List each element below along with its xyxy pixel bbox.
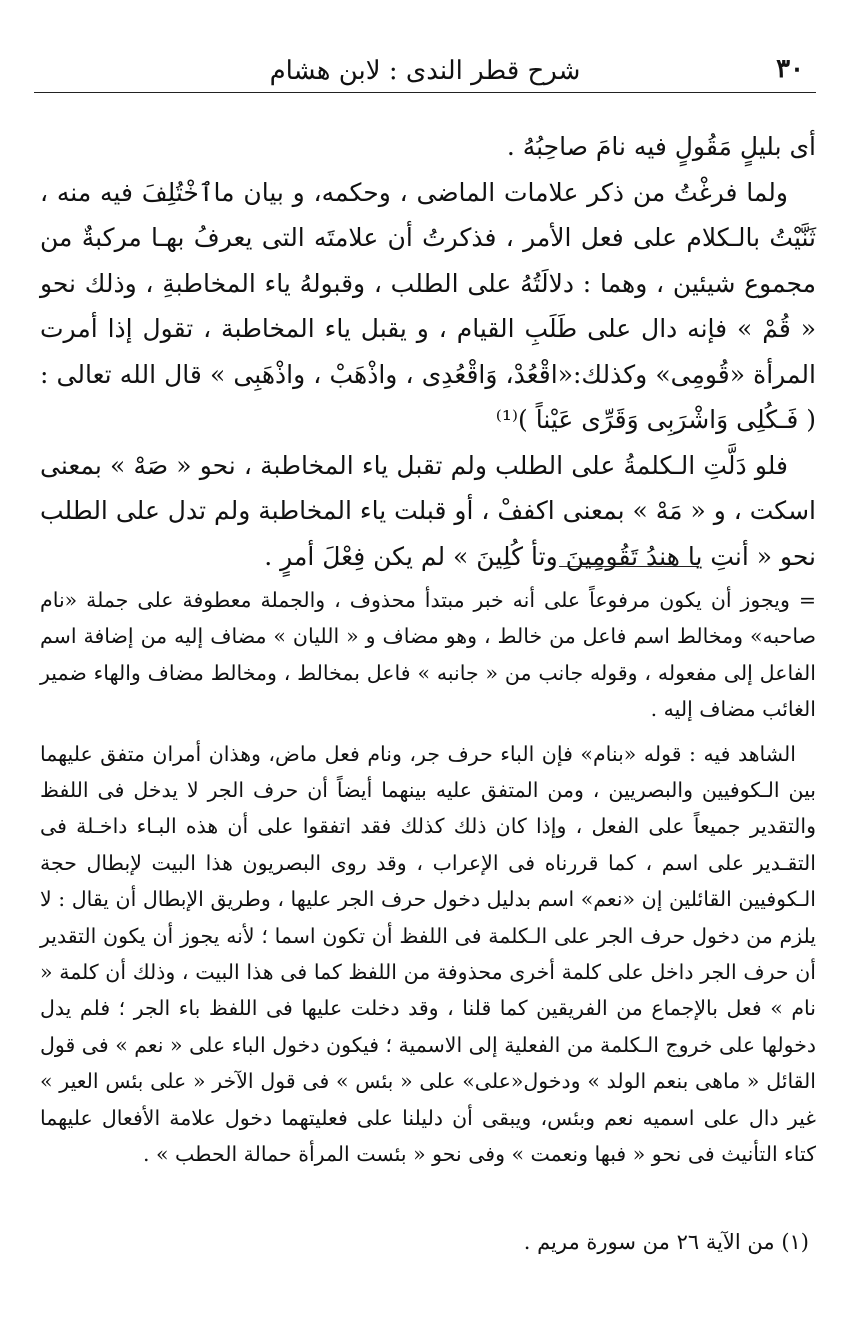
main-paragraph-3: فلو دَلَّتِ الـكلمةُ على الطلب ولم تقبل ياء المخاطبة ، نحو « صَهْ » بمعنى اسكت ، و « مَهْ » بمعنى اكففْ ، أو قبلت ياء المخاطبة ولم تدل على الطلب نحو « أنتِ يا هندُ تَقُومِينَ وتأ كُلِينَ » لم يكن فِعْلَ أمرٍ . — [39, 450, 816, 571]
running-head: شرح قطر الندى : لابن هشام — [269, 56, 581, 86]
page-header — [34, 52, 816, 93]
footnote-separator — [559, 566, 699, 567]
main-paragraph-2: ولما فرغْتُ من ذكر علامات الماضى ، وحكمه، و بيان ماٱخْتُلِفَ فيه منه ، ثَنَّيْتُ بالـكلام على فعل الأمر ، فذكرتُ أن علامتَه التى يعرفُ بهـا مركبةٌ من مجموع شيئين ، وهما : دلالَتُهُ على الطلب ، وقبولهُ ياء المخاطبةِ ، وذلك نحو « قُمْ » فإنه دال على طَلَبِ القيام ، و يقبل ياء المخاطبة ، تقول إذا أمرت المرأة «قُومِى» وكذلك:«اقْعُدْ، وَاقْعُدِى ، واذْهَبْ ، واذْهَبِى » قال الله تعالى : ( فَـكُلِى وَاشْرَبِى وَقَرِّى عَيْناً )⁽¹⁾ — [40, 177, 816, 434]
commentary-paragraph-1: = ويجوز أن يكون مرفوعاً على أنه خبر مبتدأ محذوف ، والجملة معطوفة على جملة «نام صاحبه» ومخالط اسم فاعل من خالط ، وهو مضاف و « الليان » مضاف إليه من إضافة اسم الفاعل إلى مفعوله ، وقوله جانب من « جانبه » فاعل بمخالط ، ومخالط مضاف والهاء ضمير الغائب مضاف إليه . — [40, 588, 816, 722]
commentary — [40, 582, 816, 1173]
main-text — [40, 124, 816, 579]
commentary-paragraph-2: الشاهد فيه : قوله «بنام» فإن الباء حرف جر، ونام فعل ماض، وهذان أمران متفق عليهما بين الـكوفيين والبصريين ، ومن المتفق عليه بينهما أيضاً أن حرف الجر لا يدخل فى اللفظ والتقدير جميعاً على الفعل ، وإذا كان ذلك كذلك فقد اتفقوا على أن هذه البـاء داخـلة فى التقـدير على اسم ، كما قررناه فى الإعراب ، وقد روى البصريون هذا البيت لإبطال حجة الـكوفيين القائلين إن «نعم» اسم بدليل دخول حرف الجر عليها ، وطريق الإبطال أن يقال : لا يلزم من دخول حرف الجر على الـكلمة فى اللفظ أن تكون اسما ؛ لأنه يجوز أن يكون التقدير أن حرف الجر داخل على كلمة أخرى محذوفة من اللفظ كما فى هذا البيت ، وذلك أن كلمة « نام » فعل بالإجماع من الفريقين كما قلنا ، وقد دخلت عليها فى اللفظ باء الجر ؛ فلم يدل دخولها على خروج الـكلمة من الفعلية إلى الاسمية ؛ فيكون دخول الباء على « نعم » فى قول القائل « ماهى بنعم الولد » ودخول«على» على « بئس » فى قول الآخر « على بئس العير » غير دال على اسميه نعم وبئس، ويبقى أن دليلنا على فعليتهما دخول علامة الأفعال عليهما كتاء التأنيث فى نحو « فبها ونعمت » وفى نحو « بئست المرأة حمالة الحطب » . — [40, 741, 816, 1167]
main-paragraph-1: أى بليلٍ مَقُولٍ فيه نامَ صاحِبُهُ . — [506, 132, 816, 161]
footnote: (١) من الآية ٢٦ من سورة مريم . — [523, 1230, 809, 1254]
page-number: ٣٠ — [776, 54, 804, 84]
